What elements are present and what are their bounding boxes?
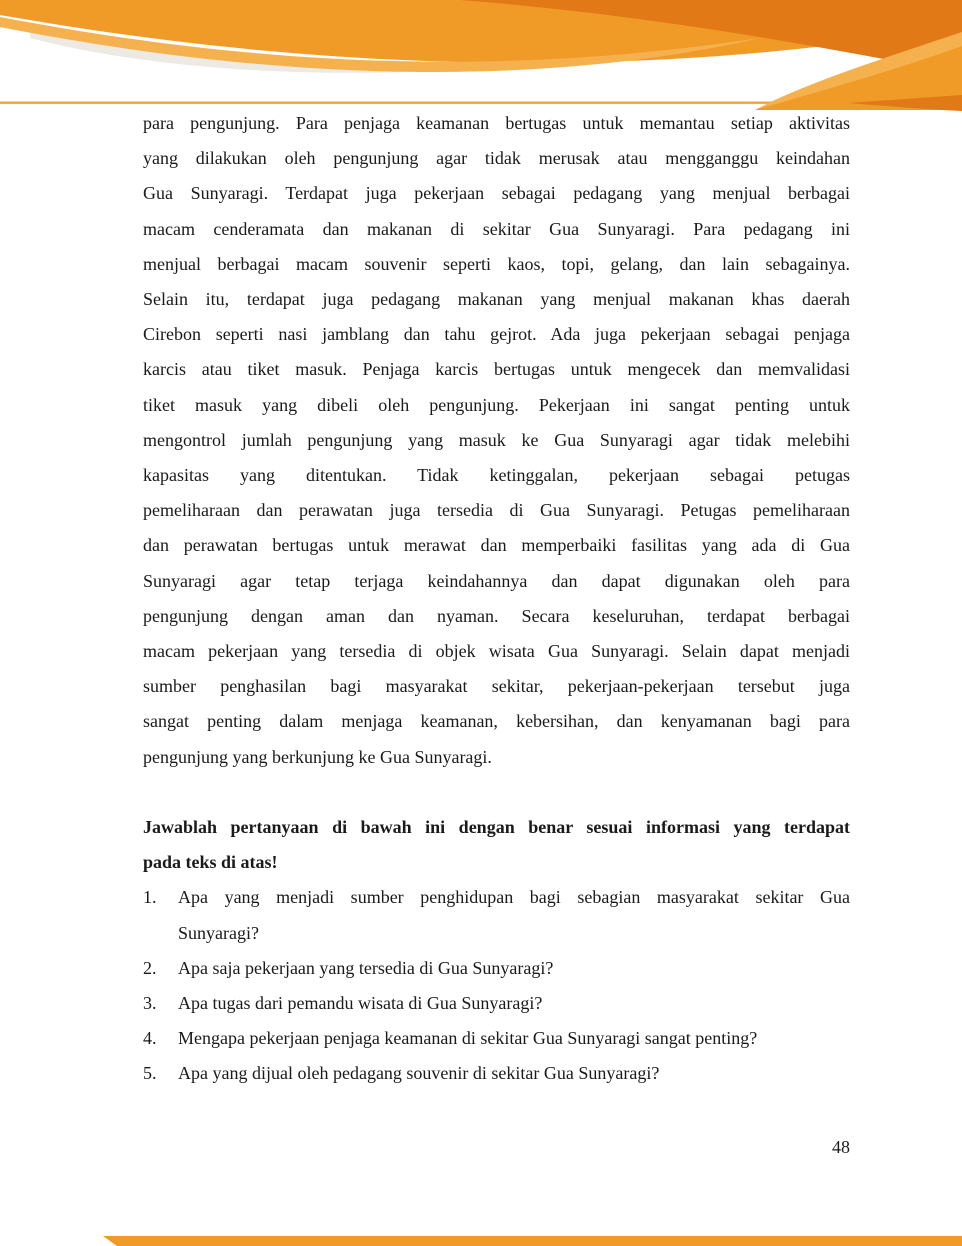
question-item	[143, 1021, 850, 1056]
question-item	[143, 880, 850, 950]
question-number: 2.	[143, 957, 157, 978]
instruction-line: pada teks di atas!	[143, 852, 278, 873]
paragraph-line: sangat penting dalam menjaga keamanan, kebersihan, dan kenyamanan bagi para	[143, 711, 850, 732]
paragraph-line: Cirebon seperti nasi jamblang dan tahu gejrot. Ada juga pekerjaan sebagai penjaga	[143, 324, 850, 345]
question-number: 5.	[143, 1063, 157, 1084]
instruction-heading	[143, 810, 850, 880]
question-text: Apa tugas dari pemandu wisata di Gua Sunyaragi?	[178, 993, 543, 1014]
question-list	[143, 880, 850, 1091]
question-text: Apa yang menjadi sumber penghidupan bagi sebagian masyarakat sekitar Gua Sunyaragi?	[178, 887, 850, 943]
question-text: Apa saja pekerjaan yang tersedia di Gua Sunyaragi?	[178, 957, 554, 978]
paragraph-line: pengunjung yang berkunjung ke Gua Sunyaragi.	[143, 746, 492, 767]
question-text: Mengapa pekerjaan penjaga keamanan di sekitar Gua Sunyaragi sangat penting?	[178, 1028, 758, 1049]
paragraph-line: macam cenderamata dan makanan di sekitar Gua Sunyaragi. Para pedagang ini	[143, 218, 850, 239]
paragraph-line: sumber penghasilan bagi masyarakat sekitar, pekerjaan-pekerjaan tersebut juga	[143, 676, 850, 697]
paragraph-line: Sunyaragi agar tetap terjaga keindahannya dan dapat digunakan oleh para	[143, 570, 850, 591]
instruction-line: Jawablah pertanyaan di bawah ini dengan benar sesuai informasi yang terdapat	[143, 817, 850, 838]
footer-bar	[103, 1236, 962, 1246]
paragraph-line: karcis atau tiket masuk. Penjaga karcis bertugas untuk mengecek dan memvalidasi	[143, 359, 850, 380]
question-item	[143, 986, 850, 1021]
body-paragraph	[143, 106, 850, 775]
paragraph-line: kapasitas yang ditentukan. Tidak ketinggalan, pekerjaan sebagai petugas	[143, 465, 850, 486]
paragraph-line: Selain itu, terdapat juga pedagang makanan yang menjual makanan khas daerah	[143, 289, 850, 310]
paragraph-line: macam pekerjaan yang tersedia di objek wisata Gua Sunyaragi. Selain dapat menjadi	[143, 641, 850, 662]
paragraph-line: yang dilakukan oleh pengunjung agar tidak merusak atau mengganggu keindahan	[143, 148, 850, 169]
question-number: 4.	[143, 1028, 157, 1049]
paragraph-line: pemeliharaan dan perawatan juga tersedia di Gua Sunyaragi. Petugas pemeliharaan	[143, 500, 850, 521]
header-swoosh-graphic	[0, 0, 962, 112]
paragraph-line: pengunjung dengan aman dan nyaman. Secara keseluruhan, terdapat berbagai	[143, 605, 850, 626]
text-column	[143, 106, 850, 1092]
question-item	[143, 1056, 850, 1091]
paragraph-line: menjual berbagai macam souvenir seperti kaos, topi, gelang, dan lain sebagainya.	[143, 253, 850, 274]
question-text: Apa yang dijual oleh pedagang souvenir di sekitar Gua Sunyaragi?	[178, 1063, 660, 1084]
question-number: 1.	[143, 887, 157, 908]
paragraph-line: para pengunjung. Para penjaga keamanan bertugas untuk memantau setiap aktivitas	[143, 113, 850, 133]
paragraph-line: dan perawatan bertugas untuk merawat dan memperbaiki fasilitas yang ada di Gua	[143, 535, 850, 556]
paragraph-line: tiket masuk yang dibeli oleh pengunjung. Pekerjaan ini sangat penting untuk	[143, 394, 850, 415]
page-number: 48	[832, 1137, 850, 1157]
question-number: 3.	[143, 993, 157, 1014]
question-item	[143, 951, 850, 986]
paragraph-line: mengontrol jumlah pengunjung yang masuk ke Gua Sunyaragi agar tidak melebihi	[143, 429, 850, 450]
paragraph-line: Gua Sunyaragi. Terdapat juga pekerjaan sebagai pedagang yang menjual berbagai	[143, 183, 850, 204]
